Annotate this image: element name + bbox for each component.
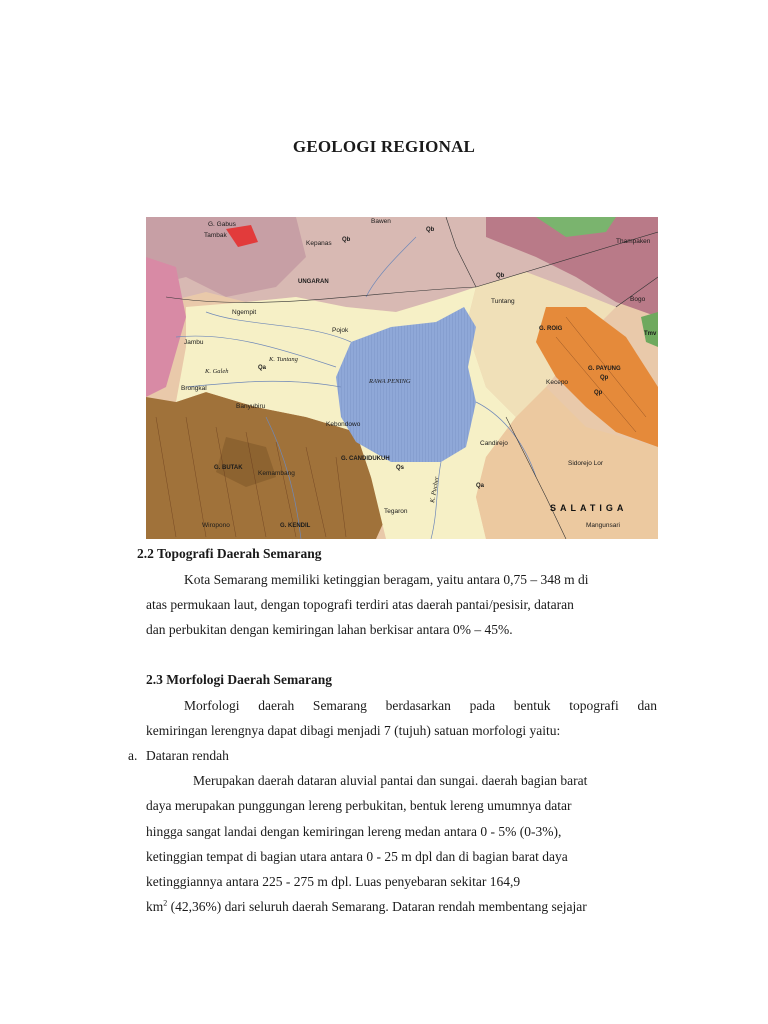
- map-label: Tegaron: [384, 508, 408, 515]
- paragraph-line: Morfologi daerah Semarang berdasarkan pada bentuk topografi dan: [184, 698, 657, 713]
- map-label: Candirejo: [480, 440, 508, 447]
- map-label: Qb: [496, 273, 505, 279]
- unit-km: km: [146, 899, 164, 914]
- map-label: G. ROIG: [539, 326, 563, 332]
- geologic-map: [146, 217, 658, 539]
- paragraph-line: dan perbukitan dengan kemiringan lahan berkisar antara 0% – 45%.: [146, 622, 513, 637]
- map-label: Jambu: [184, 339, 204, 346]
- map-label: Ngempit: [232, 309, 257, 316]
- paragraph-line: daya merupakan punggungan lereng perbukitan, bentuk lereng umumnya datar: [146, 798, 572, 813]
- geologic-map-graphic: [146, 217, 658, 539]
- map-label: UNGARAN: [298, 279, 329, 285]
- map-label: Mangunsari: [586, 522, 620, 529]
- map-label: Bawen: [371, 218, 391, 225]
- section-heading: 2.2 Topografi Daerah Semarang: [137, 546, 322, 561]
- map-label: K. Galeh: [205, 368, 229, 375]
- map-label: Kepanas: [306, 240, 332, 247]
- map-label: K. Tuntang: [269, 356, 298, 363]
- map-label: Banyubiru: [236, 403, 266, 410]
- map-label: Bogo: [630, 296, 646, 303]
- paragraph-line: Kota Semarang memiliki ketinggian beragam, yaitu antara 0,75 – 348 m di: [184, 572, 589, 587]
- map-label: SALATIGA: [550, 503, 628, 513]
- map-label: G. KENDIL: [280, 523, 311, 529]
- map-label: Thampaken: [616, 238, 651, 245]
- map-label: K. Pucher: [429, 476, 441, 504]
- map-label: Qp: [600, 375, 609, 381]
- map-label: G. BUTAK: [214, 465, 243, 471]
- map-label: Tambak: [204, 232, 227, 239]
- paragraph-line: [146, 899, 587, 915]
- map-label: G. PAYUNG: [588, 366, 621, 372]
- paragraph-line: ketinggiannya antara 225 - 275 m dpl. Luas penyebaran sekitar 164,9: [146, 874, 521, 889]
- page-title: GEOLOGI REGIONAL: [292, 137, 476, 156]
- paragraph-line: ketinggian tempat di bagian utara antara 0 - 25 m dpl dan di bagian barat daya: [146, 849, 568, 864]
- map-label: Tmv: [644, 331, 657, 337]
- list-item-title: Dataran rendah: [146, 748, 229, 763]
- paragraph-line: kemiringan lerengnya dapat dibagi menjadi 7 (tujuh) satuan morfologi yaitu:: [146, 723, 561, 738]
- list-marker: a.: [128, 748, 138, 763]
- paragraph-line: Merupakan daerah dataran aluvial pantai dan sungai. daerah bagian barat: [193, 773, 588, 788]
- map-label: Kemambang: [258, 470, 295, 477]
- map-label: Pojok: [332, 327, 349, 334]
- map-label: RAWA PENING: [369, 378, 411, 385]
- map-label: Qb: [342, 237, 351, 243]
- section-heading: 2.3 Morfologi Daerah Semarang: [146, 672, 332, 687]
- map-label: Tuntang: [491, 298, 515, 305]
- map-label: Kecepo: [546, 379, 569, 386]
- map-label: Qb: [426, 227, 435, 233]
- map-label: Qa: [476, 483, 485, 489]
- map-label: Kebondowo: [326, 421, 361, 428]
- paragraph-line: hingga sangat landai dengan kemiringan lereng medan antara 0 - 5% (0-3%),: [146, 824, 562, 839]
- map-label: Sidorejo Lor: [568, 460, 604, 467]
- map-label: G. Gabus: [208, 221, 236, 228]
- map-label: Qp: [594, 390, 603, 396]
- map-label: Qa: [258, 365, 267, 371]
- line-text: (42,36%) dari seluruh daerah Semarang. Dataran rendah membentang sejajar: [167, 899, 587, 914]
- map-label: Wiropono: [202, 522, 230, 529]
- unit-exponent: 2: [163, 898, 168, 908]
- paragraph-line: atas permukaan laut, dengan topografi terdiri atas daerah pantai/pesisir, dataran: [146, 597, 574, 612]
- map-label: Qs: [396, 465, 405, 471]
- map-label: G. CANDIDUKUH: [341, 456, 390, 462]
- map-label: Brongkal: [181, 385, 207, 392]
